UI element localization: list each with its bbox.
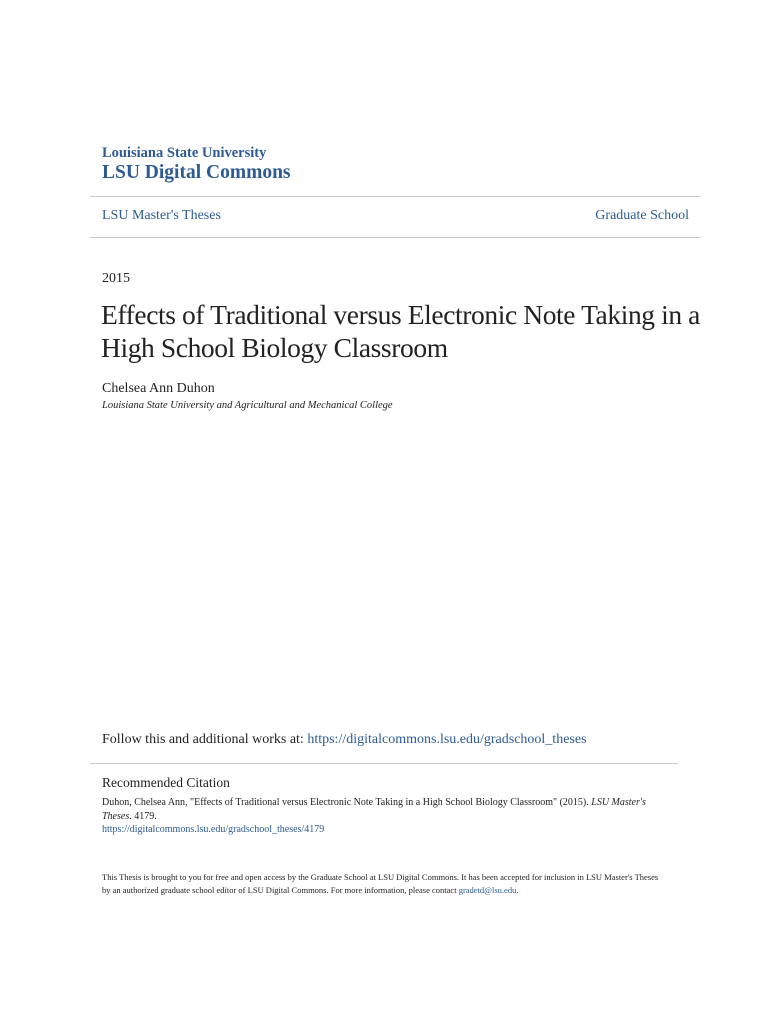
follow-prefix: Follow this and additional works at: (102, 732, 308, 747)
series-link[interactable]: LSU Master's Theses (102, 208, 221, 223)
citation-text: Duhon, Chelsea Ann, "Effects of Traditional versus Electronic Note Taking in a High School Biology Classroom" (2015). (102, 797, 592, 808)
author-affiliation: Louisiana State University and Agricultural and Mechanical College (102, 400, 393, 411)
publication-year: 2015 (102, 271, 130, 286)
access-notice (102, 871, 662, 896)
repository-name[interactable]: LSU Digital Commons (102, 162, 291, 183)
header-divider-top (90, 196, 701, 197)
header-divider-bottom (90, 237, 701, 238)
citation-series: LSU Master's Theses (102, 797, 646, 822)
follow-url-link[interactable]: https://digitalcommons.lsu.edu/gradschool_theses (307, 732, 587, 747)
document-title: Effects of Traditional versus Electronic Note Taking in a High School Biology Classroom (101, 299, 700, 363)
contact-email-link[interactable]: gradetd@lsu.edu (458, 884, 517, 895)
author-name: Chelsea Ann Duhon (102, 381, 215, 396)
follow-line (102, 731, 587, 749)
department-link[interactable]: Graduate School (595, 208, 689, 223)
citation-number: . 4179. (129, 810, 157, 822)
citation-heading: Recommended Citation (102, 775, 230, 790)
notice-text: This Thesis is brought to you for free and open access by the Graduate School at LSU Digital Commons. It has been accepted for inclusion in LSU Master's Theses by an authorized graduate school editor of LSU Digital Commons. For more information, please contact (102, 872, 659, 895)
institution-name: Louisiana State University (102, 145, 267, 161)
notice-end: . (516, 884, 519, 895)
citation-url-link[interactable]: https://digitalcommons.lsu.edu/gradschool_theses/4179 (102, 824, 325, 835)
citation-body (102, 796, 672, 837)
citation-divider (90, 763, 678, 764)
